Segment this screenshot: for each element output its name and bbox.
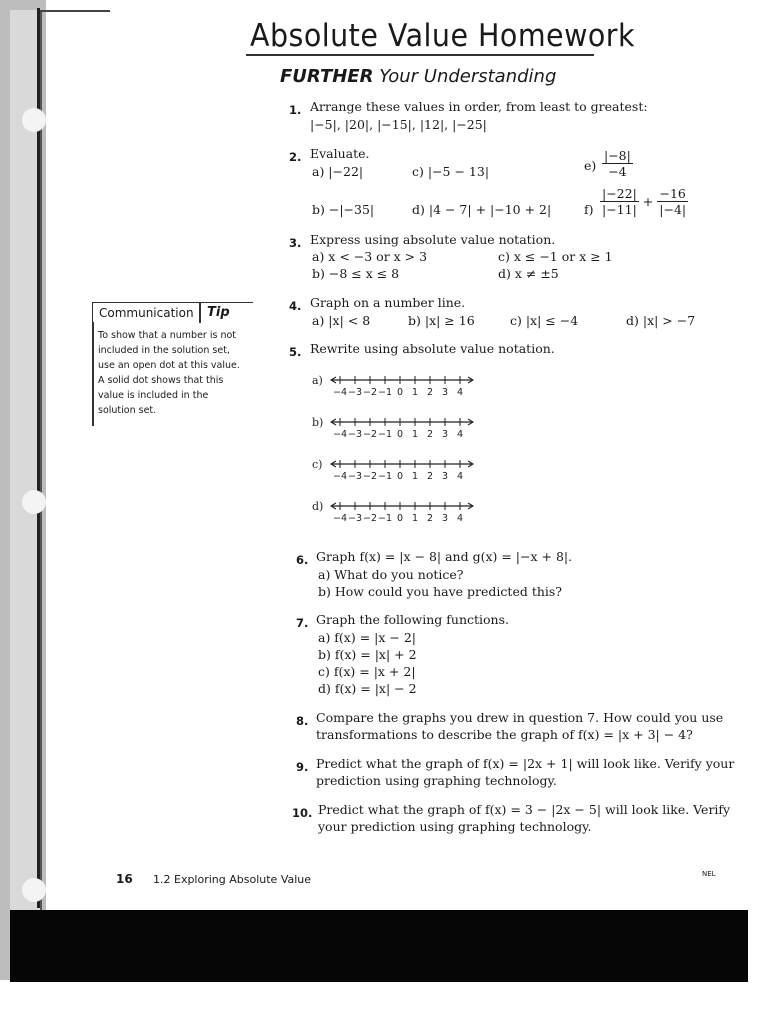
q10-line1: Predict what the graph of f(x) = 3 − |2x − 5| will look like. Verify [318,802,731,817]
q2-c: c) |−5 − 13| [412,164,490,179]
tip-body [98,328,248,418]
q9-line2: prediction using graphing technology. [316,773,557,788]
q4-c: c) |x| ≤ −4 [510,313,579,328]
q5-text: Rewrite using absolute value notation. [310,341,555,356]
number-line-label: d) [312,500,324,513]
q4-a: a) |x| < 8 [312,313,371,328]
number-line-label: c) [312,458,323,471]
q2-e-num: |−8| [604,148,631,163]
tip-line: use an open dot at this value. [98,360,240,371]
q2-f-expression [600,186,688,217]
publisher-mark: NEL [702,870,716,878]
scan-dark-band [10,910,748,982]
q2-number: 2. [289,150,302,164]
tip-heading: Communication [99,306,194,320]
q2-e-fraction [602,148,633,179]
q2-a: a) |−22| [312,164,364,179]
tick-label: −2 [362,513,378,524]
tip-border [92,322,94,426]
tick-label: 1 [411,429,419,440]
tip-line: A solid dot shows that this [98,375,224,386]
q6-text: Graph f(x) = |x − 8| and g(x) = |−x + 8|. [316,549,573,564]
q9-line1: Predict what the graph of f(x) = |2x + 1| will look like. Verify your [316,756,735,771]
q7-d: d) f(x) = |x| − 2 [318,681,417,696]
heading-rest: Your Understanding [379,66,557,87]
tick-label: −2 [362,429,378,440]
tick-label: −2 [362,471,378,482]
tick-label: 4 [456,471,464,482]
q10-line2: your prediction using graphing technology. [318,819,592,834]
q2-b: b) −|−35| [312,202,375,217]
tick-label: −1 [377,387,393,398]
q7-a: a) f(x) = |x − 2| [318,630,416,645]
q6-b: b) How could you have predicted this? [318,584,563,599]
tick-label: −4 [332,429,348,440]
page-number: 16 [116,872,133,886]
tick-label: −3 [347,387,363,398]
q2-e-label: e) [584,158,597,173]
tip-line: included in the solution set, [98,345,230,356]
q2-f-plus: + [642,194,654,209]
communication-tip-box [92,302,252,426]
q2-d: d) |4 − 7| + |−10 + 2| [412,202,552,217]
tick-label: −4 [332,513,348,524]
q10-number: 10. [292,806,313,820]
q2-f-den2: |−4| [659,202,687,217]
q8-number: 8. [296,714,309,728]
page-edge-line [37,8,40,908]
q3-a: a) x < −3 or x > 3 [312,249,428,264]
tip-divider [199,303,201,323]
number-line-label: b) [312,416,324,429]
q7-text: Graph the following functions. [316,612,509,627]
tick-label: −1 [377,513,393,524]
q7-b: b) f(x) = |x| + 2 [318,647,417,662]
tip-line: value is included in the [98,390,209,401]
tick-label: 1 [411,387,419,398]
q8-line2: transformations to describe the graph of f(x) = |x + 3| − 4? [316,727,693,742]
q6-a: a) What do you notice? [318,567,464,582]
tick-label: −1 [377,429,393,440]
q3-d: d) x ≠ ±5 [498,266,559,281]
q2-f-den1: |−11| [602,202,637,217]
tick-label: 3 [441,471,449,482]
number-line-label: a) [312,374,323,387]
q2-f-num2: −16 [657,186,688,202]
top-rule [40,10,110,12]
q2-text: Evaluate. [310,146,370,161]
q3-c: c) x ≤ −1 or x ≥ 1 [498,249,613,264]
tick-label: −4 [332,471,348,482]
tick-label: 0 [396,513,404,524]
q3-b: b) −8 ≤ x ≤ 8 [312,266,400,281]
title-underline [246,54,594,56]
tick-label: 0 [396,471,404,482]
q2-f-num1: |−22| [602,186,637,201]
tick-label: 0 [396,429,404,440]
q4-number: 4. [289,299,302,313]
q7-c: c) f(x) = |x + 2| [318,664,416,679]
heading-bold: FURTHER [280,66,374,87]
q7-number: 7. [296,616,309,630]
tick-label: −3 [347,429,363,440]
tick-label: 2 [426,387,434,398]
tick-label: 2 [426,471,434,482]
page-title: Absolute Value Homework [250,18,635,54]
tick-label: 1 [411,471,419,482]
tick-label: 2 [426,513,434,524]
q4-d: d) |x| > −7 [626,313,696,328]
tick-label: 1 [411,513,419,524]
tick-label: 4 [456,513,464,524]
q6-number: 6. [296,553,309,567]
tick-label: 3 [441,387,449,398]
punch-hole [22,108,46,132]
q2-e-den: −4 [608,164,627,179]
tick-label: −4 [332,387,348,398]
tick-label: −3 [347,513,363,524]
tip-tag: Tip [207,305,230,320]
tick-label: −1 [377,471,393,482]
scan-margin [0,982,768,1024]
q4-b: b) |x| ≥ 16 [408,313,475,328]
q3-number: 3. [289,236,302,250]
tick-label: 3 [441,513,449,524]
q2-f-label: f) [584,202,594,217]
tick-label: −3 [347,471,363,482]
q4-text: Graph on a number line. [310,295,466,310]
tick-label: −2 [362,387,378,398]
tick-label: 0 [396,387,404,398]
number-lines [310,370,510,540]
tick-label: 4 [456,387,464,398]
q1-text: Arrange these values in order, from least to greatest: [310,99,648,114]
tick-label: 3 [441,429,449,440]
tick-label: 4 [456,429,464,440]
q8-line1: Compare the graphs you drew in question 7. How could you use [316,710,724,725]
tip-line: To show that a number is not [98,330,237,341]
section-title: 1.2 Exploring Absolute Value [153,873,312,886]
q5-number: 5. [289,345,302,359]
q1-number: 1. [289,103,302,117]
tick-label: 2 [426,429,434,440]
q3-text: Express using absolute value notation. [310,232,556,247]
punch-hole [22,490,46,514]
section-heading [280,66,556,87]
q1-values: |−5|, |20|, |−15|, |12|, |−25| [310,117,487,132]
punch-hole [22,878,46,902]
tip-line: solution set. [98,405,157,416]
tip-header [92,302,253,323]
q9-number: 9. [296,760,309,774]
